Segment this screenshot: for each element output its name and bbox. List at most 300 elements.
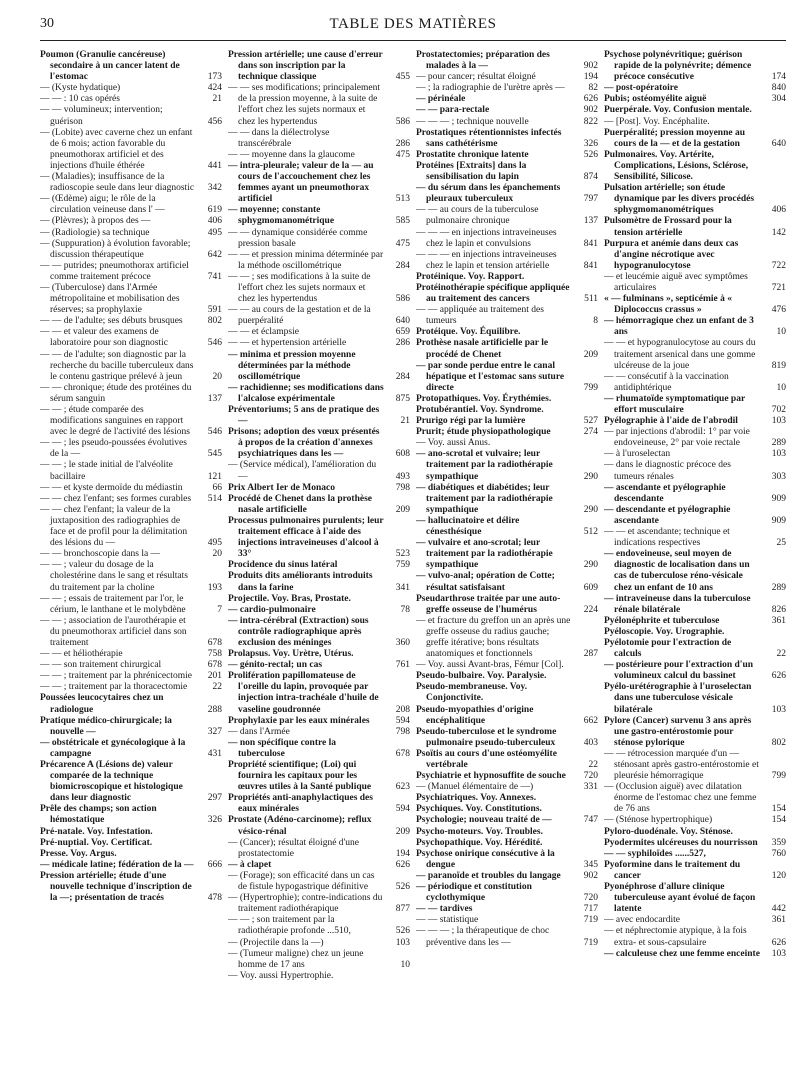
index-entry xyxy=(40,83,222,94)
entry-text: — — ; valeur du dosage de la cholestérine dans le sang et résultats du traitement par la choline xyxy=(40,560,188,593)
entry-page: 720 xyxy=(583,893,598,904)
entry-page: 678 xyxy=(207,637,222,648)
entry-page: 798 xyxy=(395,726,410,737)
entry-page: 284 xyxy=(395,260,410,271)
index-entry xyxy=(228,938,410,949)
page-number: 30 xyxy=(40,16,54,31)
entry-text: Presse. Voy. Argus. xyxy=(40,848,117,859)
entry-page: 289 xyxy=(771,582,786,593)
entry-page: 21 xyxy=(400,416,410,427)
index-entry xyxy=(416,228,598,250)
index-entry xyxy=(416,827,598,838)
index-entry xyxy=(416,594,598,616)
entry-page: 619 xyxy=(207,205,222,216)
index-entry xyxy=(416,915,598,926)
entry-page: 586 xyxy=(395,294,410,305)
index-entry xyxy=(416,682,598,704)
index-entry xyxy=(604,294,786,316)
entry-text: — — ; étude comparée des modifications sanguines en rapport avec le degré de l'activité des lésions xyxy=(40,405,190,438)
entry-text: — — — ; la thérapeutique de choc préventive dans les — xyxy=(416,926,550,948)
index-entry xyxy=(40,327,222,349)
entry-page: 103 xyxy=(771,449,786,460)
entry-page: 82 xyxy=(588,83,598,94)
entry-page: 22 xyxy=(212,682,222,693)
index-entry xyxy=(416,305,598,327)
index-entry xyxy=(40,838,222,849)
index-entry xyxy=(604,316,786,338)
entry-text: Protopathiques. Voy. Érythémies. xyxy=(416,393,552,404)
index-column-1 xyxy=(40,50,222,1072)
entry-text: Prurit; étude physiopathologique xyxy=(416,427,551,438)
index-entry xyxy=(604,449,786,460)
entry-text: — du sérum dans les épanchements pleuraux tuberculeux xyxy=(416,183,561,205)
index-entry xyxy=(40,671,222,682)
index-entry xyxy=(228,272,410,305)
entry-page: 22 xyxy=(776,649,786,660)
entry-text: — — syphiloïdes ......527, xyxy=(604,848,706,859)
index-entry xyxy=(40,849,222,860)
entry-page: 841 xyxy=(583,260,598,271)
entry-page: 209 xyxy=(395,826,410,837)
entry-text: Pyélotomie pour l'extraction de calculs xyxy=(604,637,732,660)
index-entry xyxy=(416,616,598,660)
entry-text: Psycho-moteurs. Voy. Troubles. xyxy=(416,826,543,837)
index-entry xyxy=(416,361,598,394)
entry-page: 424 xyxy=(207,83,222,94)
entry-text: Pseudo-bulbaire. Voy. Paralysie. xyxy=(416,671,547,682)
index-entry xyxy=(40,438,222,460)
index-entry xyxy=(416,705,598,727)
index-entry xyxy=(228,460,410,482)
entry-text: Pyélonéphrite et tuberculose xyxy=(604,615,720,626)
entry-page: 802 xyxy=(207,316,222,327)
entry-text: Pseudo-tuberculose et le syndrome pulmonaire pseudo-tuberculeux xyxy=(416,726,557,748)
index-entry xyxy=(228,738,410,760)
index-entry xyxy=(604,660,786,682)
entry-text: Pylore (Cancer) survenu 3 ans après une gastro-entérostomie pour sténose pylorique xyxy=(604,715,752,748)
index-entry xyxy=(228,205,410,227)
entry-page: 327 xyxy=(207,726,222,737)
entry-page: 120 xyxy=(771,870,786,881)
entry-text: Pyloro-duodénale. Voy. Sténose. xyxy=(604,826,733,837)
entry-text: Pyéloscopie. Voy. Urographie. xyxy=(604,626,725,637)
entry-text: « — fulminans », septicémie à « Diplococcus crassus » xyxy=(604,294,732,316)
entry-text: — diabétiques et diabétides; leur traitement par la radiothérapie sympathique xyxy=(416,482,553,515)
index-entry xyxy=(40,283,222,316)
entry-page: 741 xyxy=(207,271,222,282)
entry-page: 546 xyxy=(207,427,222,438)
entry-page: 442 xyxy=(771,904,786,915)
entry-text: — périnéale xyxy=(416,94,466,105)
entry-page: 874 xyxy=(583,172,598,183)
entry-page: 626 xyxy=(771,937,786,948)
entry-text: Poumon (Granulie cancéreuse) secondaire à un cancer latent de l'estomac xyxy=(40,50,180,83)
index-entry xyxy=(228,671,410,715)
entry-text: Pratique médico-chirurgicale; la nouvelle — xyxy=(40,715,172,737)
index-entry xyxy=(40,760,222,804)
entry-page: 902 xyxy=(583,105,598,116)
entry-text: — dans le diagnostic précoce des tumeurs rénales xyxy=(604,460,731,482)
entry-page: 208 xyxy=(395,704,410,715)
index-entry xyxy=(604,483,786,505)
entry-text: — — — en injections intraveineuses chez le lapin et convulsions xyxy=(416,227,557,249)
entry-text: Psychose polynévritique; guérison rapide de la polynévrite; démence précoce consécutive xyxy=(604,50,752,83)
entry-page: 326 xyxy=(583,138,598,149)
entry-page: 475 xyxy=(395,149,410,160)
index-entry xyxy=(228,605,410,616)
entry-page: 512 xyxy=(583,527,598,538)
entry-text: Psychiatrie et hypnosuffite de souche xyxy=(416,771,566,782)
entry-text: Pré-nuptial. Voy. Certificat. xyxy=(40,837,153,848)
index-entry xyxy=(604,338,786,371)
entry-page: 103 xyxy=(771,948,786,959)
entry-page: 527 xyxy=(583,416,598,427)
entry-text: Prix Albert Ier de Monaco xyxy=(228,482,335,493)
entry-page: 78 xyxy=(400,604,410,615)
entry-page: 678 xyxy=(207,660,222,671)
index-entry xyxy=(604,838,786,849)
entry-page: 8 xyxy=(593,316,598,327)
entry-page: 21 xyxy=(212,94,222,105)
entry-page: 526 xyxy=(395,926,410,937)
index-entry xyxy=(416,416,598,427)
entry-text: — et néphrectomie atypique, à la fois extra- et sous-capsulaire xyxy=(604,926,747,948)
entry-page: 476 xyxy=(771,305,786,316)
entry-page: 10 xyxy=(776,382,786,393)
index-entry xyxy=(416,183,598,205)
entry-page: 20 xyxy=(212,371,222,382)
index-entry xyxy=(40,738,222,760)
entry-text: Prothèse nasale artificielle par le procédé de Chenet xyxy=(416,338,549,360)
entry-text: — et leucémie aiguë avec symptômes articulaires xyxy=(604,271,748,293)
entry-page: 224 xyxy=(583,604,598,615)
entry-text: — (Tumeur maligne) chez un jeune homme de 17 ans xyxy=(228,948,364,970)
index-entry xyxy=(604,749,786,782)
entry-page: 103 xyxy=(771,416,786,427)
index-entry xyxy=(416,83,598,94)
index-entry xyxy=(40,505,222,549)
entry-text: — — ses modifications; principalement de la pression moyenne, à la suite de l'effort chez les sujets normaux et chez les hypertendus xyxy=(228,83,380,127)
index-entry xyxy=(416,283,598,305)
index-entry xyxy=(604,416,786,427)
entry-page: 759 xyxy=(395,560,410,571)
index-entry xyxy=(416,838,598,849)
entry-text: — — de l'adulte; son diagnostic par la recherche du bacille tuberculeux dans le contenu gastrique prélevé à jeun xyxy=(40,349,194,382)
entry-text: — [Post]. Voy. Encéphalite. xyxy=(604,116,710,127)
entry-page: 626 xyxy=(583,94,598,105)
entry-page: 359 xyxy=(771,837,786,848)
entry-text: — — et valeur des examens de laboratoire pour son diagnostic xyxy=(40,327,168,349)
entry-text: Pubis; ostéomyélite aiguë xyxy=(604,94,707,105)
entry-text: — postérieure pour l'extraction d'un volumineux calcul du bassinet xyxy=(604,660,754,682)
entry-page: 523 xyxy=(395,549,410,560)
entry-text: Prostatectomies; préparation des malades à la — xyxy=(416,50,550,72)
index-entry xyxy=(40,383,222,405)
entry-page: 840 xyxy=(771,83,786,94)
index-entry xyxy=(228,616,410,649)
index-entry xyxy=(40,316,222,327)
index-entry xyxy=(228,871,410,893)
entry-text: — minima et pression moyenne déterminées par la méthode oscillométrique xyxy=(228,349,356,382)
index-entry xyxy=(228,594,410,605)
index-entry xyxy=(604,882,786,915)
index-entry xyxy=(40,94,222,105)
entry-page: 841 xyxy=(583,238,598,249)
entry-page: 20 xyxy=(212,549,222,560)
entry-text: Protéinothérapie spécifique appliquée au traitement des cancers xyxy=(416,282,570,305)
index-entry xyxy=(40,172,222,194)
entry-text: — — ; les pseudo-poussées évolutives de la — xyxy=(40,438,187,460)
entry-text: — (Plèvres); à propos des — xyxy=(40,216,151,227)
entry-page: 761 xyxy=(395,660,410,671)
entry-text: — (Projectile dans la —) xyxy=(228,937,324,948)
entry-text: Protéique. Voy. Équilibre. xyxy=(416,327,521,338)
entry-text: — (Kyste hydatique) xyxy=(40,83,121,94)
entry-text: — non spécifique contre la tuberculose xyxy=(228,737,337,759)
entry-page: 514 xyxy=(207,493,222,504)
entry-text: — — et kyste dermoïde du médiastin xyxy=(40,482,183,493)
index-entry xyxy=(40,716,222,738)
entry-text: Prêle des champs; son action hémostatique xyxy=(40,804,157,826)
index-entry xyxy=(228,727,410,738)
entry-text: — à l'uroselectan xyxy=(604,449,671,460)
entry-page: 475 xyxy=(395,238,410,249)
index-entry xyxy=(40,649,222,660)
index-entry xyxy=(40,560,222,593)
index-entry xyxy=(40,860,222,871)
index-entry xyxy=(40,549,222,560)
index-entry xyxy=(416,782,598,793)
entry-page: 194 xyxy=(395,848,410,859)
entry-text: Protéinique. Voy. Rapport. xyxy=(416,271,525,282)
entry-text: — intra-cérébral (Extraction) sous contrôle radiographique après exclusion des méninges xyxy=(228,615,369,648)
entry-page: 594 xyxy=(395,715,410,726)
entry-text: — paranoïde et troubles du langage xyxy=(416,870,561,881)
index-entry xyxy=(416,405,598,416)
index-entry xyxy=(228,83,410,127)
entry-page: 360 xyxy=(395,637,410,648)
entry-text: Prostatiques rétentionnistes infectés sans cathétérisme xyxy=(416,127,562,149)
index-entry xyxy=(40,616,222,649)
entry-text: — ascendante et pyélographie descendante xyxy=(604,482,726,504)
entry-text: Prophylaxie par les eaux minérales xyxy=(228,715,370,726)
index-entry xyxy=(416,438,598,449)
entry-text: — Voy. aussi Hypertrophie. xyxy=(228,970,334,981)
index-entry xyxy=(604,849,786,860)
entry-text: — vulvo-anal; opération de Cotte; résultat satisfaisant xyxy=(416,571,555,593)
entry-page: 493 xyxy=(395,471,410,482)
entry-text: Psychiques. Voy. Constitutions. xyxy=(416,804,542,815)
entry-page: 797 xyxy=(583,194,598,205)
entry-text: — — chronique; étude des protéines du sérum sanguin xyxy=(40,382,192,404)
index-entry xyxy=(416,449,598,482)
entry-page: 361 xyxy=(771,615,786,626)
index-entry xyxy=(416,849,598,871)
index-entry xyxy=(228,860,410,871)
index-entry xyxy=(40,682,222,693)
index-entry xyxy=(604,716,786,749)
index-entry xyxy=(416,105,598,116)
entry-text: — (Forage); son efficacité dans un cas de fistule hypogastrique définitive xyxy=(228,870,375,893)
entry-page: 717 xyxy=(583,904,598,915)
entry-text: — Voy. aussi Avant-bras, Fémur [Col]. xyxy=(416,660,564,671)
entry-text: — — ; association de l'aurothérapie et du pneumothorax artificiel dans son traitement xyxy=(40,615,187,648)
entry-page: 209 xyxy=(395,504,410,515)
entry-text: Projectile. Voy. Bras, Prostate. xyxy=(228,593,351,604)
entry-page: 546 xyxy=(207,338,222,349)
index-entry xyxy=(604,216,786,238)
index-entry xyxy=(604,949,786,960)
entry-page: 290 xyxy=(583,504,598,515)
entry-page: 154 xyxy=(771,804,786,815)
entry-text: — — et héliothérapie xyxy=(40,649,123,660)
entry-page: 274 xyxy=(583,427,598,438)
index-entry xyxy=(40,693,222,715)
entry-text: — — dans la diélectrolyse transcérébrale xyxy=(228,127,330,149)
entry-page: 799 xyxy=(583,382,598,393)
index-entry xyxy=(228,327,410,338)
entry-page: 623 xyxy=(395,782,410,793)
index-entry xyxy=(416,793,598,804)
index-column-4 xyxy=(604,50,786,1072)
entry-text: Pyélographie à l'aide de l'abrodil xyxy=(604,416,738,427)
index-entry xyxy=(228,660,410,671)
entry-page: 121 xyxy=(207,471,222,482)
entry-page: 666 xyxy=(207,859,222,870)
index-entry xyxy=(416,128,598,150)
entry-text: Psychose onirique consécutive à la dengue xyxy=(416,848,555,870)
entry-page: 608 xyxy=(395,449,410,460)
index-entry xyxy=(416,771,598,782)
entry-text: — moyenne; constante sphygmomanométrique xyxy=(228,205,335,227)
index-entry xyxy=(416,516,598,538)
entry-text: Prolifération papillomateuse de l'oreille du lapin, provoquée par injection intra-trachéale d'huile de vaseline goudronnée xyxy=(228,671,379,715)
index-entry xyxy=(228,427,410,460)
index-entry xyxy=(40,483,222,494)
index-entry xyxy=(416,904,598,915)
index-entry xyxy=(604,926,786,948)
entry-text: — périodique et constitution cyclothymique xyxy=(416,882,532,904)
index-entry xyxy=(604,94,786,105)
index-entry xyxy=(416,205,598,227)
entry-text: — (Cancer); résultat éloigné d'une prostatectomie xyxy=(228,837,359,859)
entry-page: 909 xyxy=(771,493,786,504)
entry-text: Prolapsus. Voy. Urètre, Utérus. xyxy=(228,649,354,660)
index-entry xyxy=(604,815,786,826)
entry-page: 902 xyxy=(583,61,598,72)
index-entry xyxy=(228,560,410,571)
index-entry xyxy=(416,483,598,516)
entry-text: — et fracture du greffon un an après une greffe osseuse du radius gauche; greffe itérative; bons résultats anatomiques et fonctionnels xyxy=(416,615,571,660)
entry-text: Préventoriums; 5 ans de pratique des — xyxy=(228,405,380,427)
entry-page: 760 xyxy=(771,848,786,859)
entry-text: — — rétrocession marquée d'un — sténosant après gastro-entérostomie et pleurésie hémorragique xyxy=(604,748,759,782)
index-entry xyxy=(228,760,410,793)
entry-text: — — bronchoscopie dans la — xyxy=(40,549,161,560)
entry-page: 290 xyxy=(583,471,598,482)
entry-page: 877 xyxy=(395,904,410,915)
entry-text: — calculeuse chez une femme enceinte xyxy=(604,948,760,959)
entry-page: 826 xyxy=(771,604,786,615)
entry-text: — endoveineuse, seul moyen de diagnostic de localisation dans un cas de tuberculose réno-vésicale chez un enfant de 10 ans xyxy=(604,549,750,593)
entry-page: 495 xyxy=(207,227,222,238)
entry-text: Psoïtis au cours d'une ostéomyélite vertébrale xyxy=(416,748,557,770)
index-entry xyxy=(228,150,410,161)
entry-text: — — au cours de la tuberculose pulmonaire chronique xyxy=(416,205,539,227)
index-entry xyxy=(604,394,786,416)
index-entry xyxy=(228,228,410,250)
index-entry xyxy=(604,239,786,272)
entry-text: — — tardives xyxy=(416,904,473,915)
entry-text: — intra-pleurale; valeur de la — au cours de l'accouchement chez les femmes ayant un pneumothorax artificiel xyxy=(228,160,374,205)
entry-page: 758 xyxy=(207,649,222,660)
index-entry xyxy=(416,427,598,438)
entry-page: 902 xyxy=(583,870,598,881)
entry-page: 659 xyxy=(395,327,410,338)
index-entry xyxy=(228,483,410,494)
entry-page: 284 xyxy=(395,371,410,382)
entry-page: 626 xyxy=(395,859,410,870)
index-entry xyxy=(228,815,410,837)
entry-text: — hémorragique chez un enfant de 3 ans xyxy=(604,316,754,338)
index-entry xyxy=(40,494,222,505)
index-entry xyxy=(604,827,786,838)
entry-text: Pression artérielle; une cause d'erreur dans son inscription par la technique classique xyxy=(228,50,383,83)
entry-page: 720 xyxy=(583,771,598,782)
entry-text: Psychologie; nouveau traité de — xyxy=(416,815,552,826)
entry-text: Propriété scientifique; (Loi) qui fournira les capitaux pour les œuvres utiles à la Santé publique xyxy=(228,760,372,793)
index-entry xyxy=(416,882,598,904)
entry-page: 819 xyxy=(771,360,786,371)
entry-page: 586 xyxy=(395,116,410,127)
entry-text: Prurigo régi par la lumière xyxy=(416,416,526,427)
entry-page: 287 xyxy=(583,649,598,660)
entry-text: — à clapet xyxy=(228,859,272,870)
entry-page: 201 xyxy=(207,671,222,682)
entry-text: — — : 10 cas opérés xyxy=(40,94,120,105)
index-entry xyxy=(416,815,598,826)
entry-page: 585 xyxy=(395,216,410,227)
index-entry xyxy=(228,949,410,971)
entry-text: Psychiatriques. Voy. Annexes. xyxy=(416,793,537,804)
entry-page: 174 xyxy=(771,72,786,83)
index-entry xyxy=(416,161,598,183)
entry-text: Pulsation artérielle; son étude dynamique par les divers procédés sphygmomanométriques xyxy=(604,183,755,216)
index-entry xyxy=(228,405,410,427)
index-entry xyxy=(228,50,410,83)
entry-text: Poussées leucocytaires chez un radiologue xyxy=(40,693,164,715)
entry-text: — — ; son traitement par la radiothérapie profonde ...510, xyxy=(228,915,351,937)
index-entry xyxy=(416,250,598,272)
entry-text: Pyonéphrose d'allure clinique tuberculeuse ayant évolué de façon latente xyxy=(604,882,756,915)
entry-page: 173 xyxy=(207,72,222,83)
entry-text: — — para-rectale xyxy=(416,105,490,116)
index-column-3 xyxy=(416,50,598,1072)
entry-text: — — ; essais de traitement par l'or, le cérium, le lanthane et le molybdène xyxy=(40,593,186,615)
entry-text: Pseudarthrose traitée par une auto-greffe osseuse de l'humérus xyxy=(416,593,561,615)
entry-text: — — et hypogranulocytose au cours du traitement arsenical dans une gomme ulcéreuse de la joue xyxy=(604,338,756,371)
index-entry xyxy=(416,926,598,948)
entry-text: — avec endocardite xyxy=(604,915,680,926)
entry-text: — — et hypertension artérielle xyxy=(228,338,347,349)
index-entry xyxy=(416,749,598,771)
entry-text: — hallucinatoire et délire cénesthésique xyxy=(416,515,520,538)
entry-page: 798 xyxy=(395,482,410,493)
index-entry xyxy=(416,150,598,161)
entry-page: 721 xyxy=(771,282,786,293)
entry-page: 403 xyxy=(583,737,598,748)
index-entry xyxy=(416,50,598,72)
